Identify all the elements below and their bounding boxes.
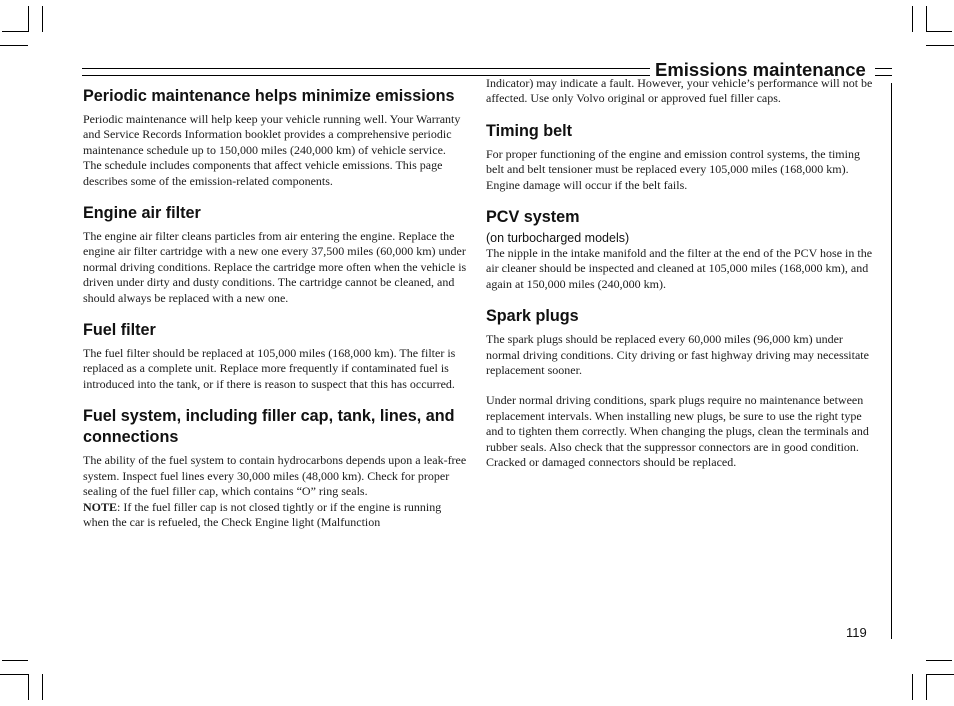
- section-subheading-pcv-system: (on turbocharged models): [486, 231, 630, 246]
- section-body-periodic-maintenance: Periodic maintenance will help keep your vehicle running well. Your Warranty and Service Records Information booklet provides a comprehensive periodic maintenance schedule up to 150,000 miles (240,000 km) of vehicle service. The schedule includes components that affect vehicle emissions. This page describes some of the emission-related components.: [83, 112, 461, 188]
- page-title: Emissions maintenance: [655, 59, 866, 80]
- section-body-engine-air-filter: The engine air filter cleans particles from air entering the engine. Replace the engine air filter cartridge with a new one every 37,500 miles (60,000 km) under normal driving conditions. Replace the cartridge more often when the vehicle is driven under dirty and dusty conditions. The cartridge cannot be cleaned, and should always be replaced with a new one.: [83, 229, 467, 305]
- crop-mark: [42, 6, 43, 32]
- crop-mark: [926, 31, 952, 32]
- crop-mark: [926, 6, 927, 32]
- crop-mark: [926, 660, 952, 661]
- crop-mark: [42, 674, 43, 700]
- note-text: : If the fuel filler cap is not closed tightly or if the engine is running when the car is refueled, the Check Engine light (Malfunction: [83, 499, 442, 529]
- continuation-text: Indicator) may indicate a fault. However, your vehicle’s performance will not be affected. Use only Volvo original or approved fuel filler caps.: [486, 76, 873, 106]
- crop-mark: [2, 660, 28, 661]
- section-body-pcv-system: The nipple in the intake manifold and the filter at the end of the PCV hose in the air cleaner should be inspected and cleaned at 105,000 miles (168,000 km), and again at 150,000 miles (240,000 km).: [486, 246, 873, 291]
- page-number: 119: [846, 625, 867, 640]
- section-heading-fuel-filter: Fuel filter: [83, 321, 156, 340]
- crop-mark: [926, 45, 954, 46]
- header-rule-left: [82, 68, 650, 76]
- section-body-timing-belt: For proper functioning of the engine and emission control systems, the timing belt and belt tensioner must be replaced every 105,000 miles (168,000 km). Engine damage will occur if the belt fails.: [486, 146, 860, 192]
- note-paragraph: [83, 500, 467, 531]
- section-body-fuel-filter: The fuel filter should be replaced at 105,000 miles (168,000 km). The filter is replaced as a complete unit. Replace more frequently if contaminated fuel is introduced into the tank, or if there is reason to suspect that this has occurred.: [83, 346, 456, 391]
- section-heading-timing-belt: Timing belt: [486, 121, 573, 140]
- right-column: [486, 76, 876, 471]
- section-heading-spark-plugs: Spark plugs: [486, 307, 579, 326]
- section-body-spark-plugs-2: Under normal driving conditions, spark plugs require no maintenance between replacement intervals. When installing new plugs, be sure to use the right type and to tighten them correctly. When changing the plugs, clean the terminals and rubber seals. Also check that the suppressor connectors are in good condition. Cracked or damaged connectors should be replaced.: [486, 393, 869, 470]
- section-heading-pcv-system: PCV system: [486, 208, 580, 227]
- margin-rule: [891, 83, 892, 639]
- header-rule-right: [875, 68, 892, 76]
- crop-mark: [0, 674, 28, 675]
- crop-mark: [2, 31, 28, 32]
- section-body-spark-plugs-1: The spark plugs should be replaced every 60,000 miles (96,000 km) under normal driving conditions. City driving or fast highway driving may necessitate replacement sooner.: [486, 332, 869, 378]
- crop-mark: [926, 674, 927, 700]
- section-heading-periodic-maintenance: Periodic maintenance helps minimize emissions: [83, 87, 455, 105]
- section-heading-fuel-system: Fuel system, including filler cap, tank, lines, and connections: [83, 407, 455, 447]
- crop-mark: [28, 6, 29, 32]
- crop-mark: [912, 6, 913, 32]
- left-column: [83, 86, 467, 530]
- note-label: NOTE: [83, 499, 118, 514]
- section-body-fuel-system: The ability of the fuel system to contain hydrocarbons depends upon a leak-free system. Inspect fuel lines every 30,000 miles (48,000 km). Check for proper sealing of the fuel filler cap, which contains “O” ring seals.: [83, 453, 467, 499]
- crop-mark: [926, 674, 954, 675]
- crop-mark: [0, 45, 28, 46]
- crop-mark: [912, 674, 913, 700]
- section-heading-engine-air-filter: Engine air filter: [83, 204, 201, 223]
- crop-mark: [28, 674, 29, 700]
